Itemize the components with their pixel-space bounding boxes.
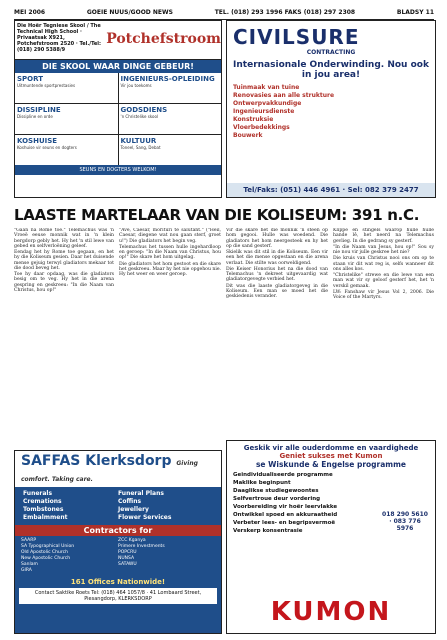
list-item: Vloerbedekkings <box>233 124 290 131</box>
school-cell: INGENIEURS-OPLEIDING Vir jou toekoms <box>119 73 222 103</box>
list-item: Tuinmaak van tuine <box>233 84 300 91</box>
offices-count: 161 Offices Nationwide! <box>70 578 166 586</box>
list-item: POPCRU <box>118 550 137 555</box>
paragraph: "In die Naam van Jesus, hou op!" Sou sy nie nou vir julle geskree het nie? <box>333 244 434 255</box>
list-item: SATAWU <box>118 562 137 567</box>
civilsure-sub: CONTRACTING <box>306 49 356 56</box>
school-cell: KOSHUISE Koshuise vir seuns en dogters <box>15 135 118 165</box>
paragraph: LW: Fanshaw vir Jesus Vol 2, 2006. Die Voice of the Martyrs. <box>333 289 434 300</box>
paragraph: "Gaan na Rome toe." Telemachus was 'n Vroeë eeuse monnik wat in 'n klein bergdorp gebly het. Hy het 'n stil lewe van gebed en selfverloëning geleef. <box>14 228 114 249</box>
list-item: Old Apostolic Church <box>21 550 68 555</box>
list-item: Coffins <box>118 498 142 505</box>
article-column-2 <box>119 228 221 446</box>
kumon-benefits <box>227 471 389 535</box>
list-item: Funerals <box>23 490 53 497</box>
paragraph: Eendag het hy Rome toe gegaan, en het hy die Koliseum gesien. Daar het duisende mense gejuig terwyl gladiators mekaar tot die dood beveg het. <box>14 250 114 271</box>
list-item: Ontwerpvakkundige <box>233 100 302 107</box>
kumon-headline: Geniet sukses met Kumon <box>279 452 383 460</box>
school-contact: Die Hoër Tegniese Skool / The Technical High School · Privaatsak X921, Potchefstroom 2520 · Tel./Tel: (018) 290 5388/9 <box>17 23 101 53</box>
paragraph: "Christelike" strewe en die lewe van een man wat vir sy geloof gesterf het, het 'n verskil gemaak. <box>333 273 434 289</box>
list-item: Primere Investments <box>118 544 165 549</box>
page-number: BLADSY 11 <box>396 9 434 16</box>
list-item: NUNSA <box>118 556 135 561</box>
list-item: Ontwikkel spoed en akkuraatheid <box>233 512 338 518</box>
list-item: Embalmment <box>23 514 68 521</box>
civilsure-advert <box>226 20 436 198</box>
civilsure-contact: Tel/Faks: (051) 446 4961 · Sel: 082 379 2477 <box>227 183 435 197</box>
school-cell: SPORT Uitmuntende sportprestasies <box>15 73 118 103</box>
list-item: Konstruksie <box>233 116 274 123</box>
contact-line: TEL. (018) 293 1996 FAKS (018) 297 2308 <box>214 9 356 16</box>
paragraph: Toe hy daar opdaag, was die gladiators besig om te veg. Hy het in die arena gespring en geskreeu: "In die Naam van Christus, hou op!" <box>14 272 114 293</box>
list-item: Funeral Plans <box>118 490 164 497</box>
list-item: SAARP <box>21 538 37 543</box>
paragraph: Klippe en stingels waarop hulle hulle hande lê, het neerd na Telemachus gevlieg. In die gedrang sy gesterf. <box>333 228 434 244</box>
paragraph: Die Keiser Honorius het na die dood van Telemachus 'n dekreet uitgevaardig wat gladiatorgevegte verbied het. <box>226 266 328 283</box>
school-cell: KULTUUR Toneel, Sang, Debat <box>119 135 222 165</box>
paragraph: Die kruis van Christus nooi ons om op te staan vir dit wat reg is, selfs wanneer dit ons alles kos. <box>333 256 434 272</box>
civilsure-services <box>227 84 435 140</box>
list-item: Ingenieursdienste <box>233 108 295 115</box>
page-header <box>14 8 434 20</box>
list-item: Selfvertroue deur vordering <box>233 496 321 502</box>
kumon-tagline: Geskik vir alle ouderdomme en vaardighede <box>243 444 419 452</box>
school-name: Potchefstroom <box>106 21 221 59</box>
article-headline: LAASTE MARTELAAR VAN DIE KOLISEUM: 391 n.C. <box>14 206 420 224</box>
contractors-list <box>15 536 221 576</box>
kumon-subhead: se Wiskunde & Engelse programme <box>255 460 407 469</box>
publication-name: GOEIE NUUS/GOOD NEWS <box>86 9 173 16</box>
kumon-logo: KUMON <box>270 597 392 627</box>
saffas-name: SAFFAS Klerksdorp Giving comfort. Taking care. <box>15 451 221 487</box>
school-cell: DISSIPLINE Dissipline en orde <box>15 104 118 134</box>
paragraph: Vir die skare het die monnik 'n steen op hom gegooi. Hulle was woedend. Die gladiators het hom neergesteek en hy het op die sand gesterf. <box>226 228 328 249</box>
school-cell: GODSDIENS 'n Christelike skool <box>119 104 222 134</box>
paragraph: Dit was die laaste gladiatorgeveg in die Koliseum. Een man se moed het die geskiedenis verander. <box>226 283 328 299</box>
list-item: Jewellery <box>118 506 149 513</box>
paragraph: Skielik was dit stil in die Koliseum. Een vir een het die mense opgestaan en die arena verlaat. Die stilte was oorweldigend. <box>226 250 328 266</box>
list-item: SA Typographical Union <box>21 544 75 549</box>
list-item: New Apostolic Church <box>21 556 71 561</box>
paragraph: Die gladiators het hom gestoot en die skare het geskreeu. Maar hy het nie opgehou nie. Hy het weer en weer geroep. <box>119 261 221 277</box>
list-item: Maklike beginpunt <box>233 480 291 486</box>
list-item: GIRA <box>21 568 32 573</box>
list-item: Verskerp konsentrasie <box>233 528 303 534</box>
contractors-title: Contractors for <box>15 525 221 536</box>
civilsure-logo: CIVILSURE <box>233 25 360 49</box>
list-item: Tombstones <box>23 506 64 513</box>
list-item: Renovasies aan alle strukture <box>233 92 335 99</box>
paragraph: Telemachus het tussen hulle ingehardloop en geroep: "In die Naam van Christus, hou op!" Die skare het hom uitgelag. <box>119 244 221 261</box>
saffas-services <box>15 487 221 525</box>
list-item: Sanlam <box>21 562 38 567</box>
civilsure-slogan: Internasionale Onderwinding. Nou ook in jou area! <box>233 60 429 80</box>
article-column-4 <box>333 228 434 436</box>
school-slogan: DIE SKOOL WAAR DINGE GEBEUR! <box>15 60 221 73</box>
saffas-advert <box>14 450 222 634</box>
kumon-advert <box>226 440 436 634</box>
article-column-3 <box>226 228 328 436</box>
list-item: Voorbereiding vir hoër leervlakke <box>233 504 338 510</box>
list-item: ZCC Kganya <box>118 538 146 543</box>
saffas-address: Contact Saktike Roets Tel: (018) 464 1057/8 · 41 Lombaard Street, Piesangdorp, KLERKSDORP <box>19 588 217 604</box>
school-advert <box>14 20 222 198</box>
article-column-1 <box>14 228 114 446</box>
list-item: Flower Services <box>118 514 172 521</box>
list-item: Bouwerk <box>233 132 263 139</box>
list-item: Verbeter lees- en begripsvermoë <box>233 520 336 526</box>
list-item: Daaglikse studiegewoontes <box>233 488 319 494</box>
kumon-phone: 018 290 5610 · 083 776 5976 <box>382 511 428 532</box>
paragraph: "Ave, Caesar, morituri te salutant." ("Heil, Caesar, diegene wat nou gaan sterf, groet u!") Die gladiators het begin veg. <box>119 228 221 244</box>
list-item: Geindividualiseerde programme <box>233 472 333 478</box>
school-footer: SEUNS EN DOGTERS WELKOM! <box>15 165 221 175</box>
list-item: Cremations <box>23 498 62 505</box>
issue-date: MEI 2006 <box>14 9 46 16</box>
